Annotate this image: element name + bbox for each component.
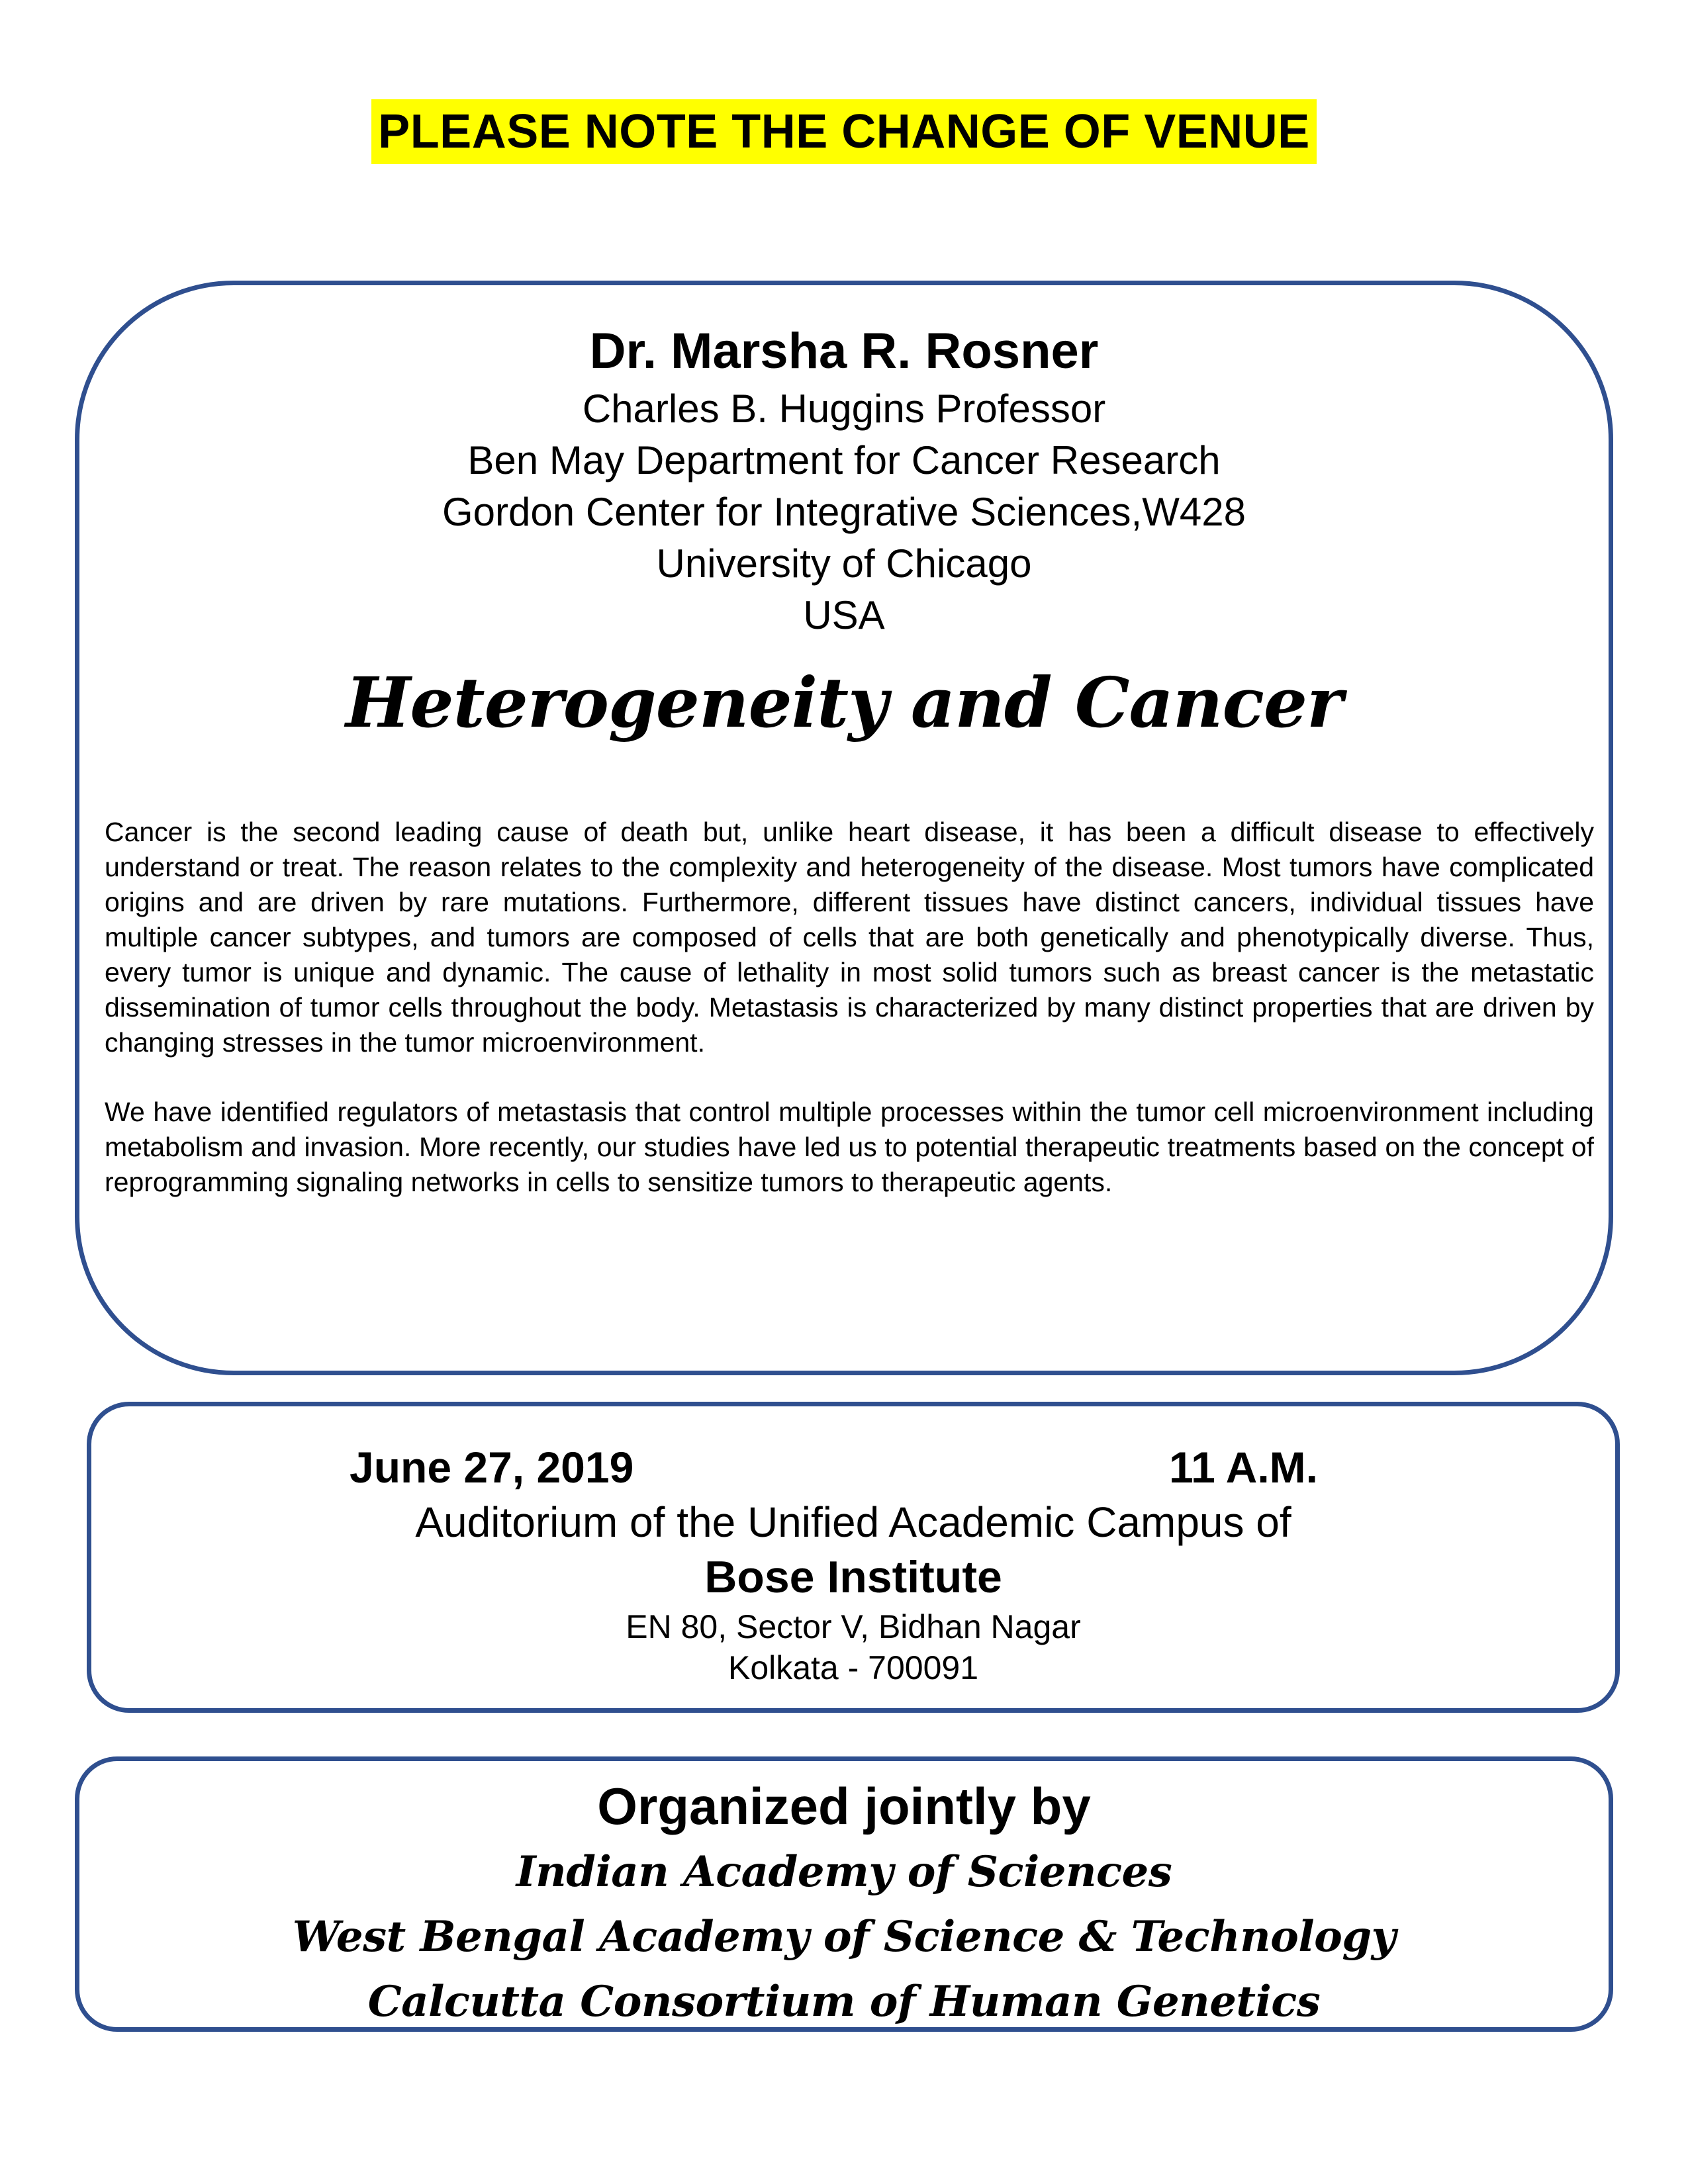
organizer-name: West Bengal Academy of Science & Technology <box>292 1912 1396 1962</box>
affiliation-title: Charles B. Huggins Professor <box>582 387 1106 431</box>
talk-title: Heterogeneity and Cancer <box>346 662 1342 743</box>
address-line: Kolkata - 700091 <box>727 1649 979 1686</box>
speaker-affiliation <box>79 383 1609 641</box>
affiliation-department: Ben May Department for Cancer Research <box>467 438 1221 482</box>
affiliation-university: University of Chicago <box>656 541 1032 586</box>
venue-institute: Bose Institute <box>704 1552 1002 1602</box>
event-time: 11 A.M. <box>1169 1443 1318 1492</box>
venue-change-notice: PLEASE NOTE THE CHANGE OF VENUE <box>371 99 1317 164</box>
abstract-paragraph: We have identified regulators of metastasis that control multiple processes within the tumor cell microenvironment including metabolism and invasion. More recently, our studies have led us to potential therapeutic treatments based on the concept of reprogramming signaling networks in cells to sensitize tumors to therapeutic agents. <box>105 1097 1594 1197</box>
affiliation-center: Gordon Center for Integrative Sciences,W428 <box>442 490 1246 534</box>
organizers-panel <box>75 1756 1613 2032</box>
venue-address <box>91 1606 1615 1688</box>
affiliation-country: USA <box>803 593 885 637</box>
venue-panel <box>87 1402 1620 1713</box>
abstract-paragraph: Cancer is the second leading cause of death but, unlike heart disease, it has been a difficult disease to effectively understand or treat. The reason relates to the complexity and heterogeneity of the disease. Most tumors have complicated origins and are driven by rare mutations. Furthermore, different tissues have distinct cancers, individual tissues have multiple cancer subtypes, and tumors are composed of cells that are both genetically and phenotypically diverse. Thus, every tumor is unique and dynamic. The cause of lethality in most solid tumors such as breast cancer is the metastatic dissemination of tumor cells throughout the body. Metastasis is characterized by many distinct properties that are driven by changing stresses in the tumor microenvironment. <box>105 817 1594 1058</box>
organizer-name: Calcutta Consortium of Human Genetics <box>367 1977 1321 2026</box>
organizers-heading: Organized jointly by <box>597 1777 1091 1835</box>
venue-place: Auditorium of the Unified Academic Campus of <box>415 1498 1291 1546</box>
event-date: June 27, 2019 <box>350 1443 634 1492</box>
organizer-name: Indian Academy of Sciences <box>516 1847 1172 1897</box>
speaker-panel <box>75 281 1613 1375</box>
address-line: EN 80, Sector V, Bidhan Nagar <box>626 1608 1081 1645</box>
speaker-name: Dr. Marsha R. Rosner <box>589 323 1099 379</box>
talk-abstract <box>105 815 1594 1234</box>
notice-banner <box>0 99 1688 164</box>
